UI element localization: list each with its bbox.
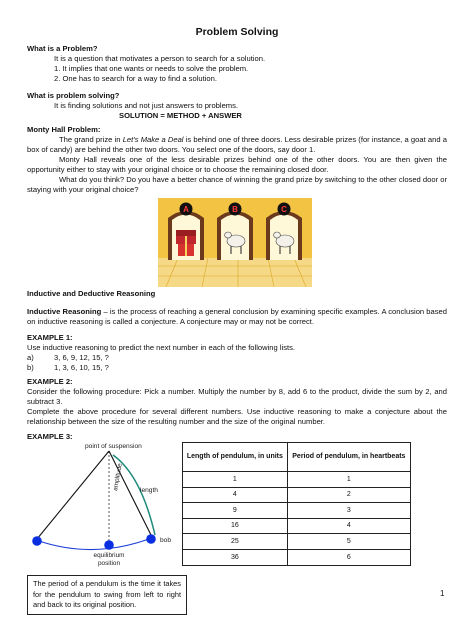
solution-formula: SOLUTION = METHOD + ANSWER <box>119 111 242 121</box>
page-number: 1 <box>440 589 445 598</box>
problem-line-2: 1. It implies that one wants or needs to solve the problem. <box>54 64 249 74</box>
door-c-letter: C <box>281 205 287 214</box>
bob-label: bob <box>160 537 172 544</box>
bob-right <box>146 534 156 544</box>
page-title: Problem Solving <box>195 26 279 38</box>
monty-hall-doors-illustration <box>158 198 312 287</box>
list-b-label: b) <box>27 363 34 373</box>
table-header-row <box>183 443 411 472</box>
list-a-label: a) <box>27 353 34 363</box>
length-cell: 1 <box>183 472 288 488</box>
example-1-list-a <box>27 353 447 363</box>
door-a-letter: A <box>183 205 189 214</box>
pendulum-string-left <box>37 451 109 539</box>
prize-boxes-icon <box>176 230 196 256</box>
problem-heading: What is a Problem? <box>27 44 98 53</box>
example-2-paragraph-2: Complete the above procedure for several different numbers. Use inductive reasoning to make a conjecture about the relationship between the size of the resulting number and the size of the original number. <box>27 407 447 427</box>
inductive-term: Inductive Reasoning <box>27 307 102 316</box>
table-row <box>183 549 411 565</box>
example-2-paragraph-1: Consider the following procedure: Pick a number. Multiply the number by 8, add 6 to the product, divide the sum by 2, and subtract 3. <box>27 387 447 407</box>
monty-p1-start: The grand prize in <box>59 135 123 145</box>
table-row <box>183 472 411 488</box>
example-2-heading: EXAMPLE 2: <box>27 377 73 386</box>
period-cell: 1 <box>287 472 410 488</box>
table-row <box>183 503 411 519</box>
pendulum-period-note: The period of a pendulum is the time it takes for the pendulum to swing from left to right and back to its original position. <box>27 575 187 615</box>
swing-arc <box>39 539 149 550</box>
period-column-header: Period of pendulum, in heartbeats <box>287 443 410 472</box>
door-b-letter: B <box>232 205 238 214</box>
suspension-label: point of suspension <box>85 443 142 450</box>
list-a-text: 3, 6, 9, 12, 15, ? <box>54 353 109 363</box>
table-row <box>183 534 411 550</box>
problem-section <box>27 44 447 84</box>
monty-p1-end: is behind one of three doors. Less desirable prizes (for instance, a goat and a box of candy) are behind the other two doors. You select one of the doors, say door 1. <box>27 135 447 155</box>
monty-paragraph-3: What do you think? Do you have a better chance of winning the grand prize by switching to the other closed door or staying with your original choice? <box>27 175 447 195</box>
example-1-list-b <box>27 363 447 373</box>
inductive-definition-text: – is the process of reaching a general conclusion by examining specific examples. A conclusion based on inductive reasoning is called a conjecture. A conjecture may or may not be correct. <box>27 307 447 327</box>
length-cell: 25 <box>183 534 288 550</box>
inductive-definition <box>27 307 447 327</box>
reasoning-heading-text: Inductive and Deductive Reasoning <box>27 289 156 298</box>
reasoning-heading <box>27 289 155 299</box>
show-name: Let's Make a Deal <box>122 135 184 145</box>
problem-line-1: It is a question that motivates a person to search for a solution. <box>54 54 266 64</box>
length-cell: 4 <box>183 487 288 503</box>
length-cell: 9 <box>183 503 288 519</box>
amplitude-label: amplitude <box>112 462 124 492</box>
length-column-header: Length of pendulum, in units <box>183 443 288 472</box>
bob-left <box>32 536 42 546</box>
monty-paragraph-1 <box>27 135 447 155</box>
monty-paragraph-2: Monty Hall reveals one of the less desirable prizes behind one of the other doors. You are then given the opportunity either to stay with your original choice or to choose the remaining closed door. <box>27 155 447 175</box>
problem-line-3: 2. One has to search for a way to find a solution. <box>54 74 217 84</box>
solving-heading: What is problem solving? <box>27 91 120 100</box>
solving-line-1: It is finding solutions and not just answers to problems. <box>54 101 239 111</box>
equilibrium-label-1: equilibrium <box>93 552 125 559</box>
example-1-heading: EXAMPLE 1: <box>27 333 73 342</box>
period-cell: 3 <box>287 503 410 519</box>
example-1-intro: Use inductive reasoning to predict the next number in each of the following lists. <box>27 343 296 353</box>
example-1 <box>27 333 447 373</box>
length-label: length <box>140 487 158 494</box>
bob-equilibrium <box>104 540 114 550</box>
example-3-heading-text: EXAMPLE 3: <box>27 432 73 441</box>
pendulum-table <box>182 442 411 566</box>
pendulum-diagram <box>27 441 182 571</box>
list-b-text: 1, 3, 6, 10, 15, ? <box>54 363 109 373</box>
period-cell: 5 <box>287 534 410 550</box>
length-cell: 36 <box>183 549 288 565</box>
period-cell: 6 <box>287 549 410 565</box>
floor <box>158 258 312 287</box>
period-cell: 2 <box>287 487 410 503</box>
length-cell: 16 <box>183 518 288 534</box>
example-2 <box>27 377 447 427</box>
equilibrium-label-2: position <box>97 560 121 567</box>
period-cell: 4 <box>287 518 410 534</box>
solving-section <box>27 91 447 121</box>
monty-heading: Monty Hall Problem: <box>27 125 101 134</box>
table-row <box>183 487 411 503</box>
table-row <box>183 518 411 534</box>
monty-hall-section <box>27 125 447 195</box>
